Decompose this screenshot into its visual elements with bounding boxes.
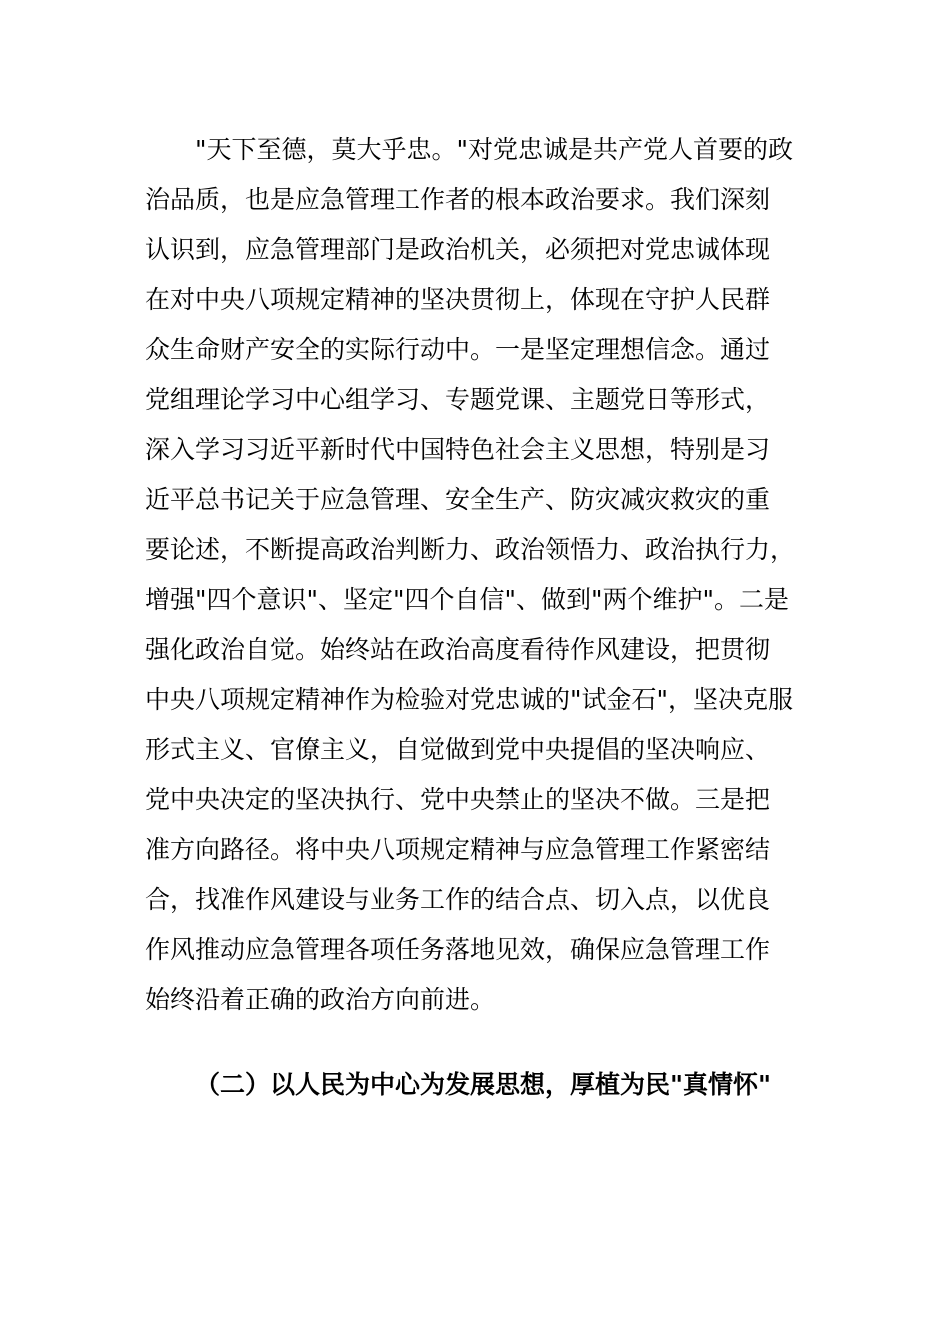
- section-heading: （二）以人民为中心为发展思想，厚植为民"真情怀": [195, 1070, 772, 1099]
- paragraph-line: 认识到，应急管理部门是政治机关，必须把对党忠诚体现: [145, 235, 771, 264]
- paragraph-line: 深入学习习近平新时代中国特色社会主义思想，特别是习: [145, 435, 771, 464]
- paragraph-line: 近平总书记关于应急管理、安全生产、防灾减灾救灾的重: [145, 485, 771, 514]
- paragraph-line: 合，找准作风建设与业务工作的结合点、切入点，以优良: [145, 885, 771, 914]
- paragraph-line: 治品质，也是应急管理工作者的根本政治要求。我们深刻: [145, 185, 771, 214]
- paragraph-line: 作风推动应急管理各项任务落地见效，确保应急管理工作: [145, 935, 771, 964]
- paragraph-line: 准方向路径。将中央八项规定精神与应急管理工作紧密结: [145, 835, 771, 864]
- paragraph-line: 中央八项规定精神作为检验对党忠诚的"试金石"，坚决克服: [145, 685, 794, 714]
- paragraph-line: 在对中央八项规定精神的坚决贯彻上，体现在守护人民群: [145, 285, 771, 314]
- paragraph-line: 形式主义、官僚主义，自觉做到党中央提倡的坚决响应、: [145, 735, 771, 764]
- paragraph-line: 增强"四个意识"、坚定"四个自信"、做到"两个维护"。二是: [145, 585, 789, 614]
- paragraph-line: "天下至德，莫大乎忠。"对党忠诚是共产党人首要的政: [195, 135, 794, 164]
- paragraph-line: 要论述，不断提高政治判断力、政治领悟力、政治执行力，: [145, 535, 796, 564]
- paragraph-line: 党中央决定的坚决执行、党中央禁止的坚决不做。三是把: [145, 785, 771, 814]
- paragraph-line: 党组理论学习中心组学习、专题党课、主题党日等形式，: [145, 385, 771, 414]
- paragraph-line: 强化政治自觉。始终站在政治高度看待作风建设，把贯彻: [145, 635, 771, 664]
- paragraph-line: 始终沿着正确的政治方向前进。: [145, 985, 496, 1014]
- paragraph-line: 众生命财产安全的实际行动中。一是坚定理想信念。通过: [145, 335, 771, 364]
- body-paragraph: [145, 125, 810, 1025]
